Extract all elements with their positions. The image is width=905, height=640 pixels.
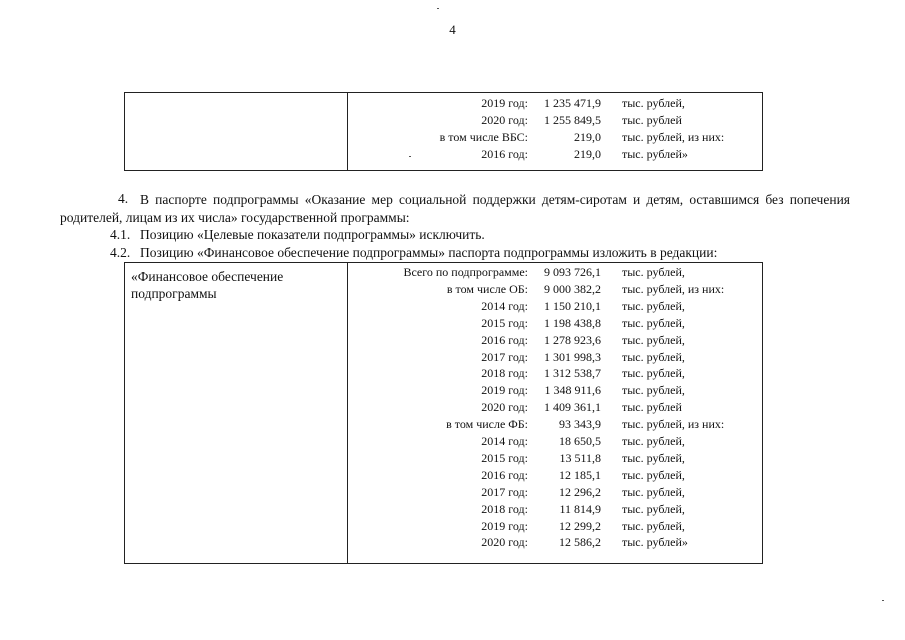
item-4-1-text: Позицию «Целевые показатели подпрограммы» исключить. bbox=[140, 227, 485, 242]
row-value: 1 235 471,9 bbox=[544, 96, 601, 110]
row-unit: тыс. рублей, bbox=[622, 434, 685, 448]
item-4-2-number: 4.2. bbox=[110, 245, 131, 260]
row-unit: тыс. рублей, bbox=[622, 366, 685, 381]
table-left-cell bbox=[131, 268, 283, 302]
row-value: 1 255 849,5 bbox=[544, 113, 601, 127]
funding-row bbox=[348, 316, 758, 333]
row-value: 9 000 382,2 bbox=[544, 281, 601, 296]
row-label: 2020 год: bbox=[481, 113, 528, 127]
row-unit: тыс. рублей, bbox=[622, 298, 685, 313]
row-label: 2020 год: bbox=[481, 400, 528, 415]
row-label: 2019 год: bbox=[481, 96, 528, 110]
row-unit: тыс. рублей» bbox=[622, 535, 688, 550]
row-value: 93 343,9 bbox=[559, 417, 601, 432]
funding-row bbox=[348, 434, 758, 451]
row-label: 2020 год: bbox=[481, 535, 528, 550]
row-unit: тыс. рублей, bbox=[622, 484, 685, 499]
funding-row bbox=[348, 282, 758, 299]
row-value: 1 301 998,3 bbox=[544, 349, 601, 364]
funding-row bbox=[348, 519, 758, 536]
row-label: 2017 год: bbox=[481, 484, 528, 499]
funding-row bbox=[348, 451, 758, 468]
row-value: 1 348 911,6 bbox=[544, 383, 601, 398]
row-label: 2018 год: bbox=[481, 501, 528, 516]
row-unit: тыс. рублей, bbox=[622, 501, 685, 516]
funding-table-continuation bbox=[124, 92, 763, 171]
left-cell-line-1: «Финансовое обеспечение bbox=[131, 269, 284, 284]
funding-row bbox=[348, 417, 758, 434]
row-label: в том числе ФБ: bbox=[446, 417, 528, 432]
funding-row bbox=[348, 535, 758, 552]
row-unit: тыс. рублей, bbox=[622, 96, 685, 110]
row-label: 2018 год: bbox=[481, 366, 528, 381]
row-label: 2014 год: bbox=[481, 298, 528, 313]
left-cell-line-2: подпрограммы bbox=[131, 286, 217, 301]
row-value: 12 296,2 bbox=[559, 484, 601, 499]
funding-row bbox=[348, 468, 758, 485]
item-4-1-number: 4.1. bbox=[110, 227, 131, 242]
item-4-text: В паспорте подпрограммы «Оказание мер социальной поддержки детям-сиротам и детям, оставшимся без попечения родителей, лицам из их числа» государственной программы: bbox=[60, 192, 850, 225]
row-label: 2019 год: bbox=[481, 383, 528, 398]
row-label: 2015 год: bbox=[481, 450, 528, 465]
scan-speck bbox=[409, 156, 411, 157]
funding-row bbox=[348, 96, 758, 113]
row-label: 2019 год: bbox=[481, 518, 528, 533]
row-value: 1 278 923,6 bbox=[544, 332, 601, 347]
row-label: 2017 год: bbox=[481, 349, 528, 364]
funding-row bbox=[348, 265, 758, 282]
row-unit: тыс. рублей, bbox=[622, 349, 685, 364]
row-value: 219,0 bbox=[574, 147, 601, 161]
funding-row bbox=[348, 299, 758, 316]
table-values-cell bbox=[348, 93, 762, 170]
funding-table bbox=[124, 262, 763, 564]
row-unit: тыс. рублей, bbox=[622, 383, 685, 398]
funding-row bbox=[348, 130, 758, 147]
row-value: 219,0 bbox=[574, 130, 601, 144]
row-label: 2016 год: bbox=[481, 467, 528, 482]
page-number: 4 bbox=[449, 22, 456, 37]
row-label: Всего по подпрограмме: bbox=[403, 265, 528, 279]
row-value: 12 185,1 bbox=[559, 467, 601, 482]
row-unit: тыс. рублей, bbox=[622, 467, 685, 482]
funding-row bbox=[348, 485, 758, 502]
row-unit: тыс. рублей, из них: bbox=[622, 281, 725, 296]
row-label: в том числе ОБ: bbox=[446, 281, 528, 296]
row-value: 12 299,2 bbox=[559, 518, 601, 533]
row-unit: тыс. рублей, из них: bbox=[622, 417, 725, 432]
row-unit: тыс. рублей, bbox=[622, 315, 685, 330]
row-value: 13 511,8 bbox=[559, 450, 601, 465]
table-values-cell bbox=[348, 263, 762, 563]
row-value: 9 093 726,1 bbox=[544, 265, 601, 279]
row-unit: тыс. рублей bbox=[622, 113, 682, 127]
row-unit: тыс. рублей, bbox=[622, 265, 685, 279]
row-label: 2015 год: bbox=[481, 315, 528, 330]
row-value: 11 814,9 bbox=[559, 501, 601, 516]
scan-speck bbox=[437, 8, 439, 9]
row-unit: тыс. рублей, bbox=[622, 450, 685, 465]
row-value: 1 312 538,7 bbox=[544, 366, 601, 381]
row-label: в том числе ВБС: bbox=[439, 130, 528, 144]
row-unit: тыс. рублей bbox=[622, 400, 682, 415]
funding-row bbox=[348, 333, 758, 350]
row-value: 1 150 210,1 bbox=[544, 298, 601, 313]
scan-speck bbox=[882, 600, 884, 601]
row-value: 1 198 438,8 bbox=[544, 315, 601, 330]
funding-row bbox=[348, 113, 758, 130]
funding-row bbox=[348, 400, 758, 417]
row-unit: тыс. рублей, bbox=[622, 332, 685, 347]
row-value: 12 586,2 bbox=[559, 535, 601, 550]
row-unit: тыс. рублей, из них: bbox=[622, 130, 725, 144]
funding-row bbox=[348, 366, 758, 383]
row-label: 2016 год: bbox=[481, 147, 528, 161]
item-4-number: 4. bbox=[118, 191, 129, 206]
funding-row bbox=[348, 350, 758, 367]
item-4-2-text: Позицию «Финансовое обеспечение подпрограммы» паспорта подпрограммы изложить в редакции: bbox=[140, 245, 718, 260]
row-label: 2016 год: bbox=[481, 332, 528, 347]
row-value: 1 409 361,1 bbox=[544, 400, 601, 415]
row-label: 2014 год: bbox=[481, 434, 528, 448]
funding-row bbox=[348, 502, 758, 519]
row-unit: тыс. рублей, bbox=[622, 518, 685, 533]
row-value: 18 650,5 bbox=[559, 434, 601, 448]
funding-row bbox=[348, 383, 758, 400]
row-unit: тыс. рублей» bbox=[622, 147, 688, 161]
